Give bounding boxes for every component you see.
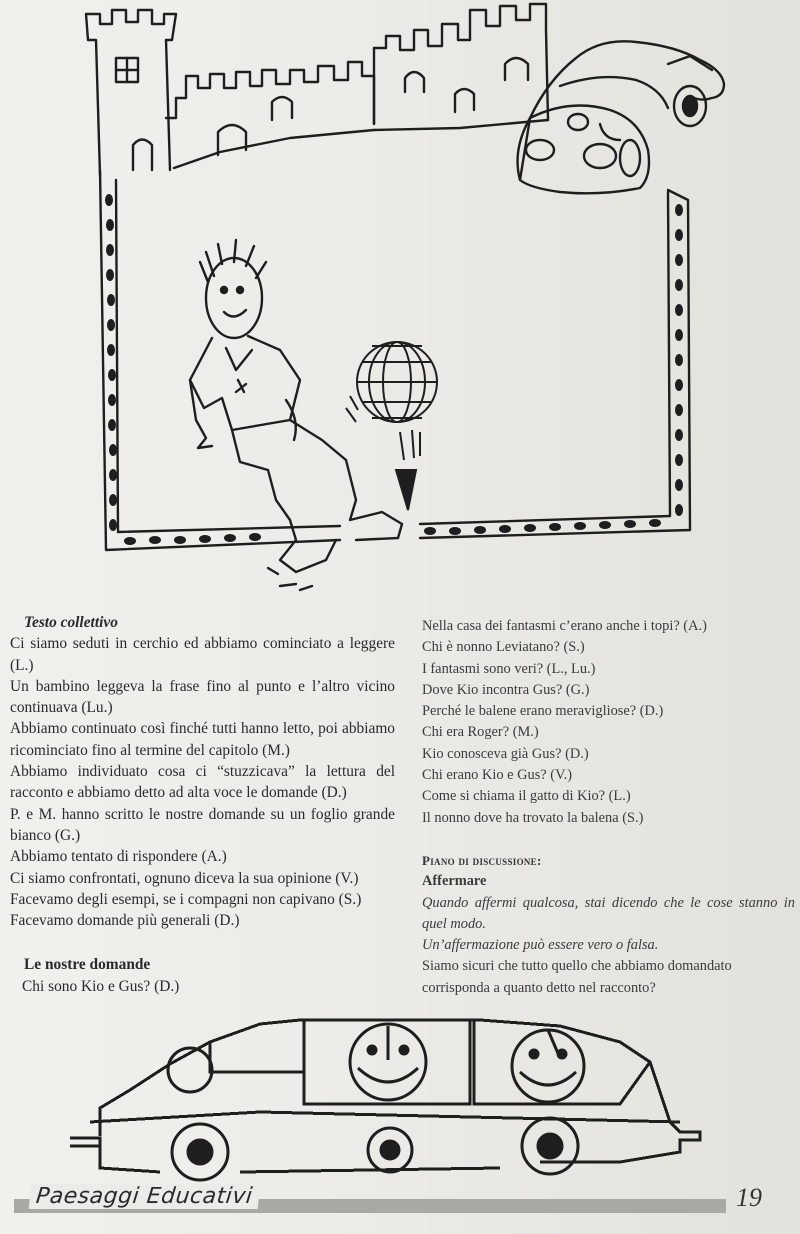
question-item: I fantasmi sono veri? (L., Lu.) bbox=[422, 660, 596, 677]
right-column bbox=[410, 616, 795, 999]
question-item: Chi sono Kio e Gus? (D.) bbox=[22, 977, 180, 995]
question-item: Chi era Roger? (M.) bbox=[422, 724, 539, 741]
subheading-affermare: Affermare bbox=[422, 873, 487, 890]
paragraph: Facevamo degli esempi, se i compagni non capivano (S.) bbox=[10, 890, 362, 908]
closing-paragraph: Siamo sicuri che tutto quello che abbiamo domandato corrisponda a quanto detto nel racconto? bbox=[422, 958, 732, 996]
question-item: Kio conosceva già Gus? (D.) bbox=[422, 745, 589, 762]
italic-note: Un’affermazione può essere vero o falsa. bbox=[422, 937, 659, 954]
paragraph: Ci siamo confrontati, ognuno diceva la sua opinione (V.) bbox=[10, 869, 359, 887]
page-number: 19 bbox=[736, 1183, 762, 1212]
section-heading-le-nostre-domande: Le nostre domande bbox=[24, 956, 151, 974]
question-item: Nella casa dei fantasmi c’erano anche i topi? (A.) bbox=[422, 618, 707, 634]
paragraph: Abbiamo tentato di rispondere (A.) bbox=[10, 848, 227, 866]
footer-brand-logo: Paesaggi Educativi bbox=[29, 1184, 260, 1209]
paragraph: Facevamo domande più generali (D.) bbox=[10, 912, 240, 930]
italic-definition: Quando affermi qualcosa, stai dicendo che le cose stanno in quel modo. bbox=[422, 894, 795, 932]
left-column bbox=[10, 612, 395, 997]
question-item: Perché le balene erano meravigliose? (D.) bbox=[422, 703, 664, 720]
question-item: Il nonno dove ha trovato la balena (S.) bbox=[422, 809, 644, 826]
question-item: Chi erano Kio e Gus? (V.) bbox=[422, 767, 573, 784]
paragraph: P. e M. hanno scritto le nostre domande su un foglio grande bianco (G.) bbox=[10, 805, 395, 844]
paragraph: Un bambino leggeva la frase fino al punto e l’altro vicino continuava (Lu.) bbox=[10, 677, 395, 717]
plan-heading: Piano di discussione: bbox=[422, 852, 542, 868]
section-heading-testo-collettivo: Testo collettivo bbox=[24, 614, 118, 631]
dotted-frame-border bbox=[100, 170, 690, 550]
question-item: Dove Kio incontra Gus? (G.) bbox=[422, 681, 590, 698]
question-item: Chi è nonno Leviatano? (S.) bbox=[422, 639, 585, 656]
castle-walls-drawing bbox=[86, 4, 548, 175]
paragraph: Ci siamo seduti in cerchio ed abbiamo cominciato a leggere (L.) bbox=[10, 635, 395, 674]
paragraph: Abbiamo individuato cosa ci “stuzzicava” la lettura del racconto e abbiamo detto ad alta voce le domande (D.) bbox=[10, 763, 395, 802]
boy-kicking-ball-drawing bbox=[190, 240, 402, 590]
question-item: Come si chiama il gatto di Kio? (L.) bbox=[422, 788, 631, 805]
globe-ball-drawing bbox=[346, 342, 437, 510]
paragraph: Abbiamo continuato così finché tutti hanno letto, poi abbiamo ricominciato fino al termine del capitolo (M.) bbox=[10, 720, 395, 759]
pixel-car-with-faces-drawing bbox=[60, 1012, 730, 1192]
top-illustration bbox=[0, 0, 800, 600]
